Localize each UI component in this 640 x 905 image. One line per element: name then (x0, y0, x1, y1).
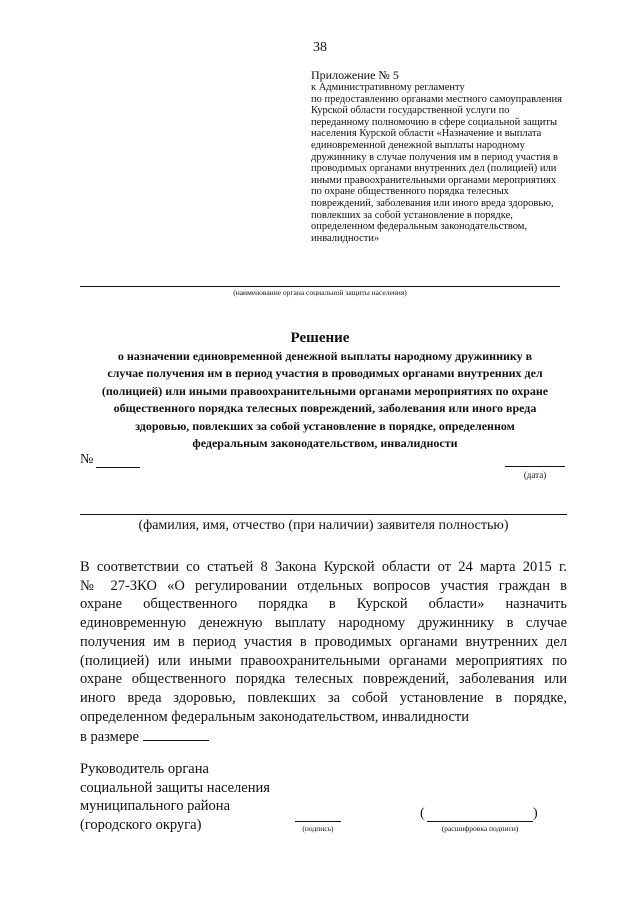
body-line: единовременную денежную выплату народному дружиннику в случае (80, 615, 567, 632)
appendix-header (311, 68, 581, 244)
body-line: (полицией) или иными правоохранительными органами мероприятиях по (80, 652, 567, 669)
signature-field[interactable] (295, 821, 341, 822)
appendix-line: единовременной денежной выплаты народному (311, 139, 525, 151)
body-line: В соответствии со статьей 8 Закона Курской области от 24 марта 2015 г. (80, 559, 567, 575)
decision-title: Решение (290, 330, 350, 346)
signature-decode-field[interactable] (427, 821, 533, 822)
applicant-name-field[interactable] (80, 514, 567, 515)
decision-subtitle-line: о назначении единовременной денежной выплаты народному дружиннику в (117, 349, 533, 363)
appendix-line: по предоставлению органами местного самоуправления (311, 93, 562, 105)
decision-subtitle-line: общественного порядка телесных повреждений, заболевания или иного вреда (113, 401, 537, 416)
signature-caption: (подпись) (302, 824, 334, 833)
decision-subtitle-line: федеральным законодательством, инвалидности (192, 436, 458, 451)
decision-subtitle (70, 348, 580, 452)
appendix-title: Приложение № 5 (311, 68, 399, 82)
appendix-line: переданному полномочию в сфере социальной защиты (311, 116, 558, 128)
body-line: охране общественного порядка телесных повреждений, заболевания или (80, 671, 567, 688)
signatory-line: муниципального района (80, 798, 230, 815)
decision-subtitle-line: случае получения им в период участия в проводимых органами внутренних дел (107, 366, 543, 381)
amount-field[interactable] (143, 726, 209, 741)
amount-label: в размере (80, 729, 139, 746)
appendix-line: Курской области государственной услуги по (311, 105, 510, 117)
decision-subtitle-line: здоровью, повлекших за собой установление в порядке, определенном (135, 418, 515, 433)
applicant-name-caption: (фамилия, имя, отчество (при наличии) заявителя полностью) (138, 518, 509, 533)
body-line: иного вреда здоровью, повлекших за собой установление в порядке, (80, 689, 567, 706)
decode-paren-close: ) (533, 806, 538, 821)
signatory-title (80, 760, 270, 834)
body-line: охране общественного порядка в Курской области» назначить (80, 596, 567, 613)
date-caption: (дата) (523, 470, 547, 480)
decision-body (80, 558, 567, 747)
appendix-line: по охране общественного порядка телесных (311, 186, 509, 198)
appendix-line: повреждений, заболевания или иного вреда здоровью, (311, 197, 554, 209)
signatory-line: социальной защиты населения (80, 779, 270, 796)
body-line: № 27-ЗКО «О регулировании отдельных вопросов участия граждан в (80, 577, 567, 594)
body-line: получения им в период участия в проводимых органами внутренних дел (80, 633, 567, 650)
amount-row (80, 726, 567, 747)
appendix-line: к Административному регламенту (311, 82, 465, 93)
decision-number-label: № (80, 452, 94, 467)
decision-number-field[interactable] (96, 467, 140, 468)
body-line: определенном федеральным законодательством, инвалидности (80, 708, 470, 725)
organ-name-field[interactable] (80, 286, 560, 287)
date-field[interactable] (505, 466, 565, 467)
appendix-line: иными правоохранительными органами мероприятиях (311, 174, 557, 186)
decision-subtitle-line: (полицией) или иными правоохранительными органами мероприятиях по охране (101, 383, 549, 398)
appendix-line: проводимых органами внутренних дел (полицией) или (311, 163, 557, 175)
appendix-line: дружиннику в случае получения им в период участия в (311, 151, 558, 163)
appendix-line: повлекших за собой установление в порядке, (311, 209, 513, 221)
signatory-line: (городского округа) (80, 816, 202, 833)
appendix-line: инвалидности» (311, 232, 380, 244)
signature-decode-caption: (расшифровка подписи) (441, 824, 519, 833)
signatory-line: Руководитель органа (80, 761, 209, 777)
appendix-line: определенном федеральным законодательством, (311, 221, 528, 233)
page-number: 38 (313, 40, 327, 55)
organ-name-caption: (наименование органа социальной защиты населения) (233, 288, 407, 297)
decode-paren-open: ( (420, 806, 425, 821)
appendix-line: населения Курской области «Назначение и выплата (311, 128, 542, 140)
